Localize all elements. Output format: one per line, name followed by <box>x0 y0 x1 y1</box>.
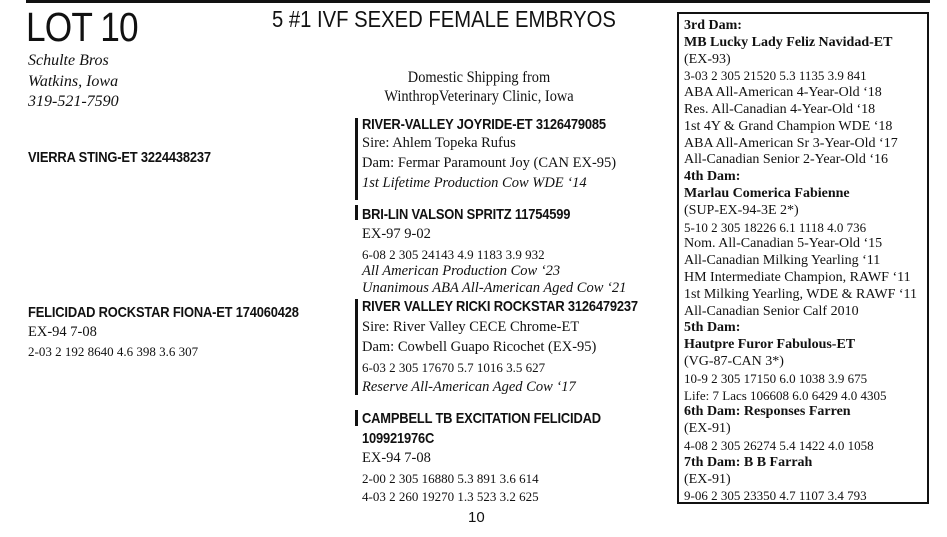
lot-headline: 5 #1 IVF SEXED FEMALE EMBRYOS <box>272 6 616 32</box>
sire-sire-dam: Dam: Fermar Paramount Joy (CAN EX-95) <box>362 155 617 171</box>
pedigree-line: Res. All-Canadian 4-Year-Old ‘18 <box>684 102 876 117</box>
pedigree-line: (EX-93) <box>684 51 731 67</box>
sire-dam-record: 6-08 2 305 24143 4.9 1183 3.9 932 <box>362 247 545 262</box>
dam-sire-record: 6-03 2 305 17670 5.7 1016 3.5 627 <box>362 360 546 375</box>
pedigree-line: ABA All-American Sr 3-Year-Old ‘17 <box>684 135 898 151</box>
consignor-name: Schulte Bros <box>28 52 109 69</box>
page-number: 10 <box>468 509 485 526</box>
sire-dam-name: BRI-LIN VALSON SPRITZ 11754599 <box>362 206 571 223</box>
dam-sire-bracket <box>355 299 358 395</box>
sire-sire-name: RIVER-VALLEY JOYRIDE-ET 3126479085 <box>362 116 606 133</box>
pedigree-line: 4th Dam: <box>684 169 741 185</box>
sire-dam-bracket <box>355 205 358 220</box>
dam-sire-name: RIVER VALLEY RICKI ROCKSTAR 3126479237 <box>362 298 638 315</box>
sire-line-bracket <box>355 118 358 200</box>
sire-dam-award-2: Unanimous ABA All-American Aged Cow ‘21 <box>362 280 627 296</box>
pedigree-line: 7th Dam: B B Farrah <box>684 454 813 470</box>
shipping-line-1: Domestic Shipping from <box>407 69 551 86</box>
pedigree-line: 1st Milking Yearling, WDE & RAWF ‘11 <box>684 286 917 302</box>
dam-dam-score: EX-94 7-08 <box>362 450 431 466</box>
sire-sire-sire: Sire: Ahlem Topeka Rufus <box>362 135 516 151</box>
sire-dam-score: EX-97 9-02 <box>362 226 431 242</box>
dam-dam-name-1: CAMPBELL TB EXCITATION FELICIDAD <box>362 410 601 427</box>
pedigree-line: Life: 7 Lacs 106608 6.0 6429 4.0 4305 <box>684 387 887 403</box>
pedigree-line: 5th Dam: <box>684 320 741 336</box>
pedigree-line: 6th Dam: Responses Farren <box>684 404 851 420</box>
sire-dam-award-1: All American Production Cow ‘23 <box>362 263 561 279</box>
pedigree-line: HM Intermediate Champion, RAWF ‘11 <box>684 270 911 285</box>
dam-dam-record-1: 2-00 2 305 16880 5.3 891 3.6 614 <box>362 471 539 486</box>
consignor-phone: 319-521-7590 <box>28 93 119 110</box>
pedigree-line: ABA All-American 4-Year-Old ‘18 <box>684 85 882 101</box>
pedigree-line: All-Canadian Senior Calf 2010 <box>684 303 859 319</box>
pedigree-line: (EX-91) <box>684 471 731 487</box>
dam-dam-name-2: 109921976C <box>362 430 435 447</box>
pedigree-line: 3rd Dam: <box>684 18 742 33</box>
dam-dam-bracket <box>355 410 358 426</box>
dam-score: EX-94 7-08 <box>28 324 97 340</box>
pedigree-line: MB Lucky Lady Feliz Navidad-ET <box>684 34 893 50</box>
pedigree-line: Hautpre Furor Fabulous-ET <box>684 337 856 353</box>
pedigree-line: (EX-91) <box>684 421 731 437</box>
pedigree-line: (SUP-EX-94-3E 2*) <box>684 202 799 218</box>
pedigree-line: 1st 4Y & Grand Champion WDE ‘18 <box>684 118 893 134</box>
pedigree-line: 9-06 2 305 23350 4.7 1107 3.4 793 <box>684 488 867 504</box>
pedigree-line: Marlau Comerica Fabienne <box>684 186 850 201</box>
sire-name: VIERRA STING-ET 3224438237 <box>28 149 211 166</box>
pedigree-line: 10-9 2 305 17150 6.0 1038 3.9 675 <box>684 370 868 386</box>
lot-title: LOT 10 <box>26 4 138 50</box>
sire-sire-award: 1st Lifetime Production Cow WDE ‘14 <box>362 175 587 191</box>
top-rule <box>26 0 930 3</box>
dam-record: 2-03 2 192 8640 4.6 398 3.6 307 <box>28 344 199 359</box>
pedigree-line: 5-10 2 305 18226 6.1 1118 4.0 736 <box>684 219 867 235</box>
dam-sire-dam: Dam: Cowbell Guapo Ricochet (EX-95) <box>362 339 597 355</box>
consignor-location: Watkins, Iowa <box>28 73 119 90</box>
pedigree-line: All-Canadian Senior 2-Year-Old ‘16 <box>684 152 888 168</box>
pedigree-line: Nom. All-Canadian 5-Year-Old ‘15 <box>684 236 883 252</box>
dam-sire-award: Reserve All-American Aged Cow ‘17 <box>362 379 576 395</box>
pedigree-line: 3-03 2 305 21520 5.3 1135 3.9 841 <box>684 68 867 84</box>
pedigree-line: All-Canadian Milking Yearling ‘11 <box>684 253 881 269</box>
dam-name: FELICIDAD ROCKSTAR FIONA-ET 174060428 <box>28 304 299 321</box>
dam-sire-sire: Sire: River Valley CECE Chrome-ET <box>362 319 580 335</box>
shipping-line-2: WinthropVeterinary Clinic, Iowa <box>384 88 574 105</box>
pedigree-line: 4-08 2 305 26274 5.4 1422 4.0 1058 <box>684 438 874 453</box>
pedigree-line: (VG-87-CAN 3*) <box>684 354 784 369</box>
dam-dam-record-2: 4-03 2 260 19270 1.3 523 3.2 625 <box>362 489 539 504</box>
extended-pedigree-box <box>677 12 929 504</box>
